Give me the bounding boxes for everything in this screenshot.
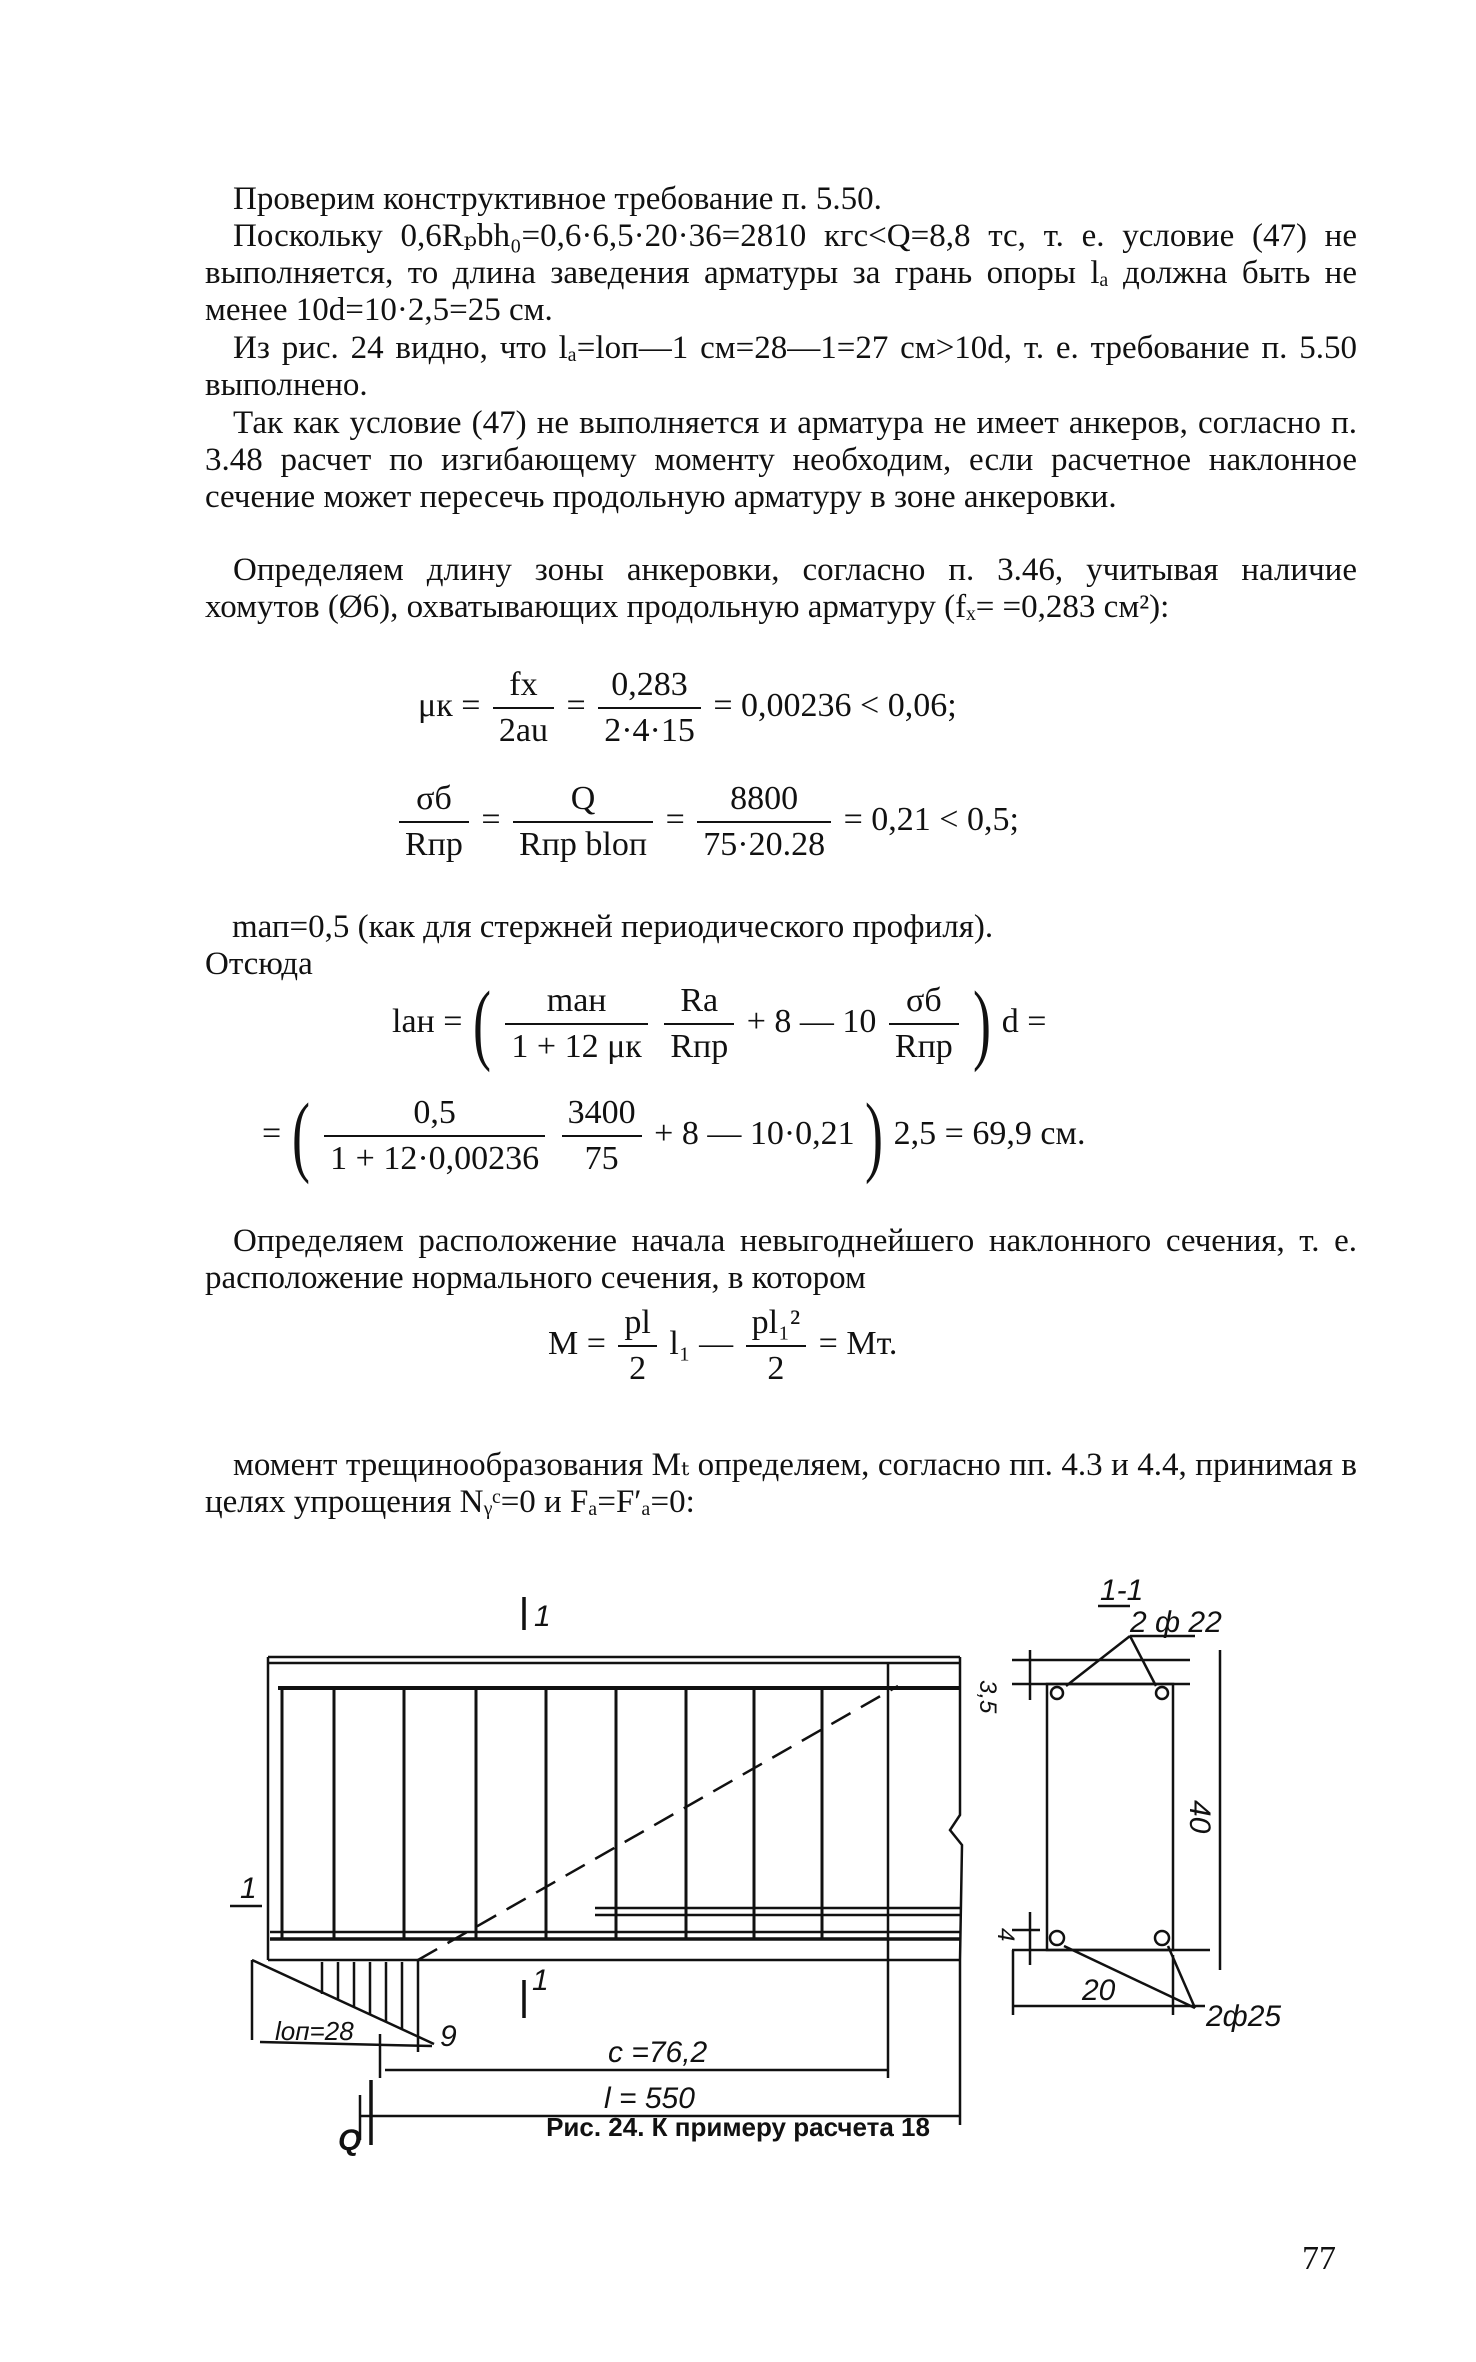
eq3-frac3-den: Rпр [894, 1028, 953, 1065]
paragraph-6: Определяем расположение начала невыгоднейшего наклонного сечения, т. е. расположение нормального сечения, в котором [205, 1223, 1357, 1296]
line-otsyuda: Отсюда [205, 946, 313, 982]
label-dim-4: 4 [992, 1928, 1019, 1942]
eq1-frac1-den: 2au [498, 712, 549, 749]
label-section-title: 1-1 [1100, 1574, 1144, 1607]
eq3-frac2-den: Rпр [670, 1028, 729, 1065]
equation-moment [548, 1304, 897, 1388]
eq2-frac3-den: 75·20.28 [703, 826, 826, 863]
eq3-mid: + 8 — 10 [746, 1002, 877, 1040]
eq5-lhs: M = [548, 1324, 606, 1362]
eq3-frac1-num: mан [505, 982, 647, 1025]
figure-caption: Рис. 24. К примеру расчета 18 [546, 2112, 930, 2142]
eq1-frac2-num: 0,283 [598, 666, 701, 709]
equation-lan-numeric: = ( $\frac{0,5}{1 + 12\cdot 0,00236}$ $\frac{3400}{75}$ + 8 — 10·0,21 ) 2,5 = 69,9 см. [262, 1086, 1086, 1185]
label-section-top: 1 [534, 1600, 551, 1633]
label-top-bars: 2 ф 22 [1130, 1606, 1222, 1639]
equation-sigma: $\frac{\sigma б}{\text{Rпр}}$ = $\frac{Q}{\text{Rпр blоп}}$ = $\frac{8800}{75\cdot 20.28}$ = 0,21 < 0,5; [395, 780, 1019, 864]
eq1-rhs: = 0,00236 < 0,06; [713, 686, 957, 724]
label-bottom-bars: 2ф25 [1206, 2000, 1282, 2033]
eq3-frac2-num: Rа [664, 982, 734, 1025]
label-dim-35: 3,5 [974, 1680, 1001, 1714]
eq4-lhs: = [262, 1114, 282, 1152]
label-c: c =76,2 [608, 2036, 708, 2069]
label-section-left: 1 [240, 1872, 257, 1905]
eq2-frac2-den: Rпр blоп [519, 826, 648, 863]
eq4-frac1-num: 0,5 [324, 1094, 545, 1137]
paragraph-3: Из рис. 24 видно, что lₐ=lоп—1 см=28—1=27 см>10d, т. е. требование п. 5.50 выполнено. [205, 330, 1357, 403]
label-l: l = 550 [604, 2082, 695, 2115]
label-q: Q [338, 2124, 362, 2157]
paragraph-2: Поскольку 0,6Rₚbh₀=0,6·6,5·20·36=2810 кгс<Q=8,8 тс, т. е. условие (47) не выполняется, то длина заведения арматуры за грань опоры lₐ должна быть не менее 10d=10·2,5=25 см. [205, 218, 1357, 328]
paragraph-1: Проверим конструктивное требование п. 5.50. [233, 181, 882, 217]
label-nine: 9 [440, 2020, 457, 2053]
eq2-rhs: = 0,21 < 0,5; [843, 800, 1019, 838]
eq4-mid: + 8 — 10·0,21 [654, 1114, 855, 1152]
eq1-frac1-num: fх [493, 666, 554, 709]
label-dim-40: 40 [1183, 1800, 1216, 1834]
eq5-frac1-num: pl [618, 1304, 656, 1347]
eq5-frac1-den: 2 [629, 1350, 647, 1387]
eq1-frac2-den: 2·4·15 [604, 712, 695, 749]
paragraph-5: Определяем длину зоны анкеровки, согласно п. 3.46, учитывая наличие хомутов (Ø6), охватывающих продольную арматуру (fₓ= =0,283 см²): [205, 552, 1357, 625]
line-man: mап=0,5 (как для стержней периодического профиля). [232, 909, 994, 945]
eq4-frac1-den: 1 + 12·0,00236 [330, 1140, 540, 1177]
equation-lan: lан = ( $\frac{\text{mан}}{1 + 12 \mu к}$ $\frac{Rа}{\text{Rпр}}$ + 8 — 10 $\frac{\sigma б}{\text{Rпр}}$ ) d = [392, 974, 1047, 1073]
label-l-op: lоп=28 [275, 2016, 354, 2046]
label-dim-20: 20 [1082, 1974, 1116, 2007]
eq2-frac2-num: Q [513, 780, 653, 823]
eq4-frac2-num: 3400 [562, 1094, 642, 1137]
paragraph-7: момент трещинообразования Mₜ определяем, согласно пп. 4.3 и 4.4, принимая в целях упрощения Nᵧᶜ=0 и Fₐ=F′ₐ=0: [205, 1447, 1357, 1520]
label-section-bottom: 1 [532, 1964, 549, 1997]
page-number: 77 [1302, 2240, 1336, 2277]
eq3-frac1-den: 1 + 12 μк [511, 1028, 642, 1065]
eq4-frac2-den: 75 [584, 1140, 619, 1177]
equation-mu: μк = $\frac{fх}{2au}$ = $\frac{0,283}{2\cdot 4\cdot 15}$ = 0,00236 < 0,06; [418, 666, 957, 749]
eq3-rhs: d = [1001, 1002, 1047, 1040]
eq3-frac3-num: σб [889, 982, 959, 1025]
eq4-rhs: 2,5 = 69,9 см. [893, 1114, 1086, 1152]
paragraph-4: Так как условие (47) не выполняется и арматура не имеет анкеров, согласно п. 3.48 расчет по изгибающему моменту необходим, если расчетное наклонное сечение может пересечь продольную арматуру в зоне анкеровки. [205, 405, 1357, 515]
eq3-lhs: lан = [392, 1002, 463, 1040]
eq5-frac2-den: 2 [767, 1350, 785, 1387]
eq2-frac1-den: Rпр [405, 826, 463, 863]
eq5-frac2-num: pl₁² [746, 1304, 807, 1347]
eq2-frac3-num: 8800 [697, 780, 831, 823]
eq5-mid: l₁ — [669, 1324, 734, 1362]
eq2-frac1-num: σб [399, 780, 469, 823]
eq5-rhs: = Mт. [818, 1324, 898, 1362]
eq1-lhs: μк = [418, 686, 481, 724]
